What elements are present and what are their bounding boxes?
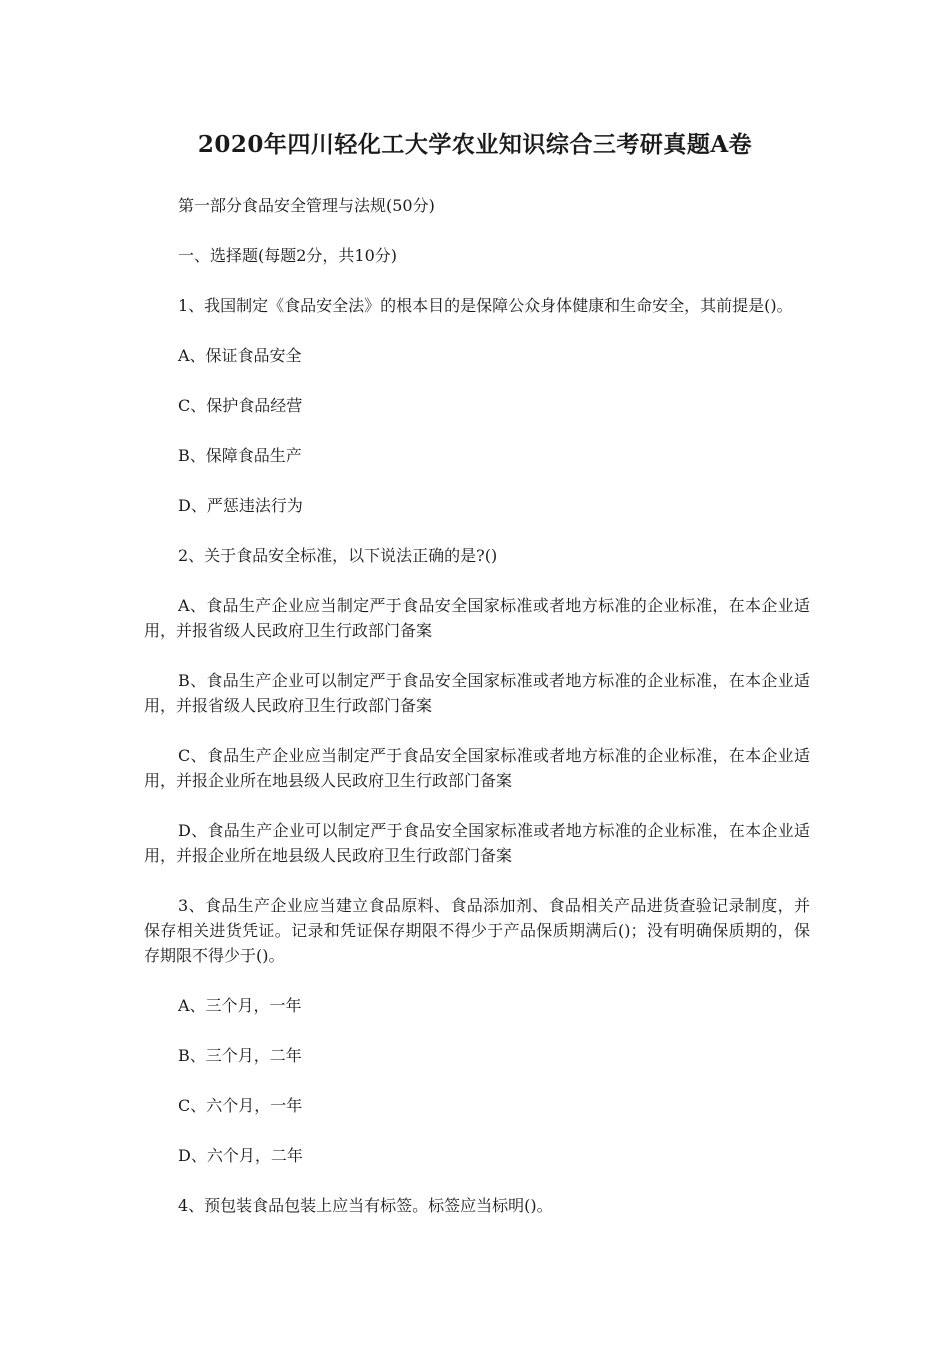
question-1-option: C、保护食品经营 bbox=[178, 396, 303, 415]
question-2-option: A、食品生产企业应当制定严于食品安全国家标准或者地方标准的企业标准，在本企业适用，并报省级人民政府卫生行政部门备案 bbox=[144, 596, 810, 640]
question-1-option: B、保障食品生产 bbox=[178, 446, 302, 465]
question-3-option: C、六个月，一年 bbox=[178, 1096, 303, 1115]
question-1-option: A、保证食品安全 bbox=[178, 346, 302, 365]
question-2-option: D、食品生产企业可以制定严于食品安全国家标准或者地方标准的企业标准，在本企业适用，并报企业所在地县级人民政府卫生行政部门备案 bbox=[144, 821, 810, 865]
question-3-option: B、三个月，二年 bbox=[178, 1046, 302, 1065]
question-3-option: D、六个月，二年 bbox=[178, 1146, 303, 1165]
question-2-option: B、食品生产企业可以制定严于食品安全国家标准或者地方标准的企业标准，在本企业适用，并报省级人民政府卫生行政部门备案 bbox=[144, 671, 810, 715]
question-2-option: C、食品生产企业应当制定严于食品安全国家标准或者地方标准的企业标准，在本企业适用，并报企业所在地县级人民政府卫生行政部门备案 bbox=[144, 746, 810, 790]
question-4-stem: 4、预包装食品包装上应当有标签。标签应当标明()。 bbox=[178, 1196, 553, 1215]
question-1-option: D、严惩违法行为 bbox=[178, 496, 303, 515]
part-heading: 第一部分食品安全管理与法规(50分) bbox=[178, 196, 435, 215]
section-heading: 一、选择题(每题2分，共10分) bbox=[178, 246, 398, 265]
question-2-stem: 2、关于食品安全标准，以下说法正确的是?() bbox=[178, 546, 498, 565]
question-3-stem: 3、食品生产企业应当建立食品原料、食品添加剂、食品相关产品进货查验记录制度，并保存相关进货凭证。记录和凭证保存期限不得少于产品保质期满后()；没有明确保质期的，保存期限不得少于()。 bbox=[144, 896, 810, 965]
document-title: 2020年四川轻化工大学农业知识综合三考研真题A卷 bbox=[197, 131, 753, 158]
question-1-stem: 1、我国制定《食品安全法》的根本目的是保障公众身体健康和生命安全，其前提是()。 bbox=[178, 296, 793, 315]
question-3-option: A、三个月，一年 bbox=[178, 996, 302, 1015]
